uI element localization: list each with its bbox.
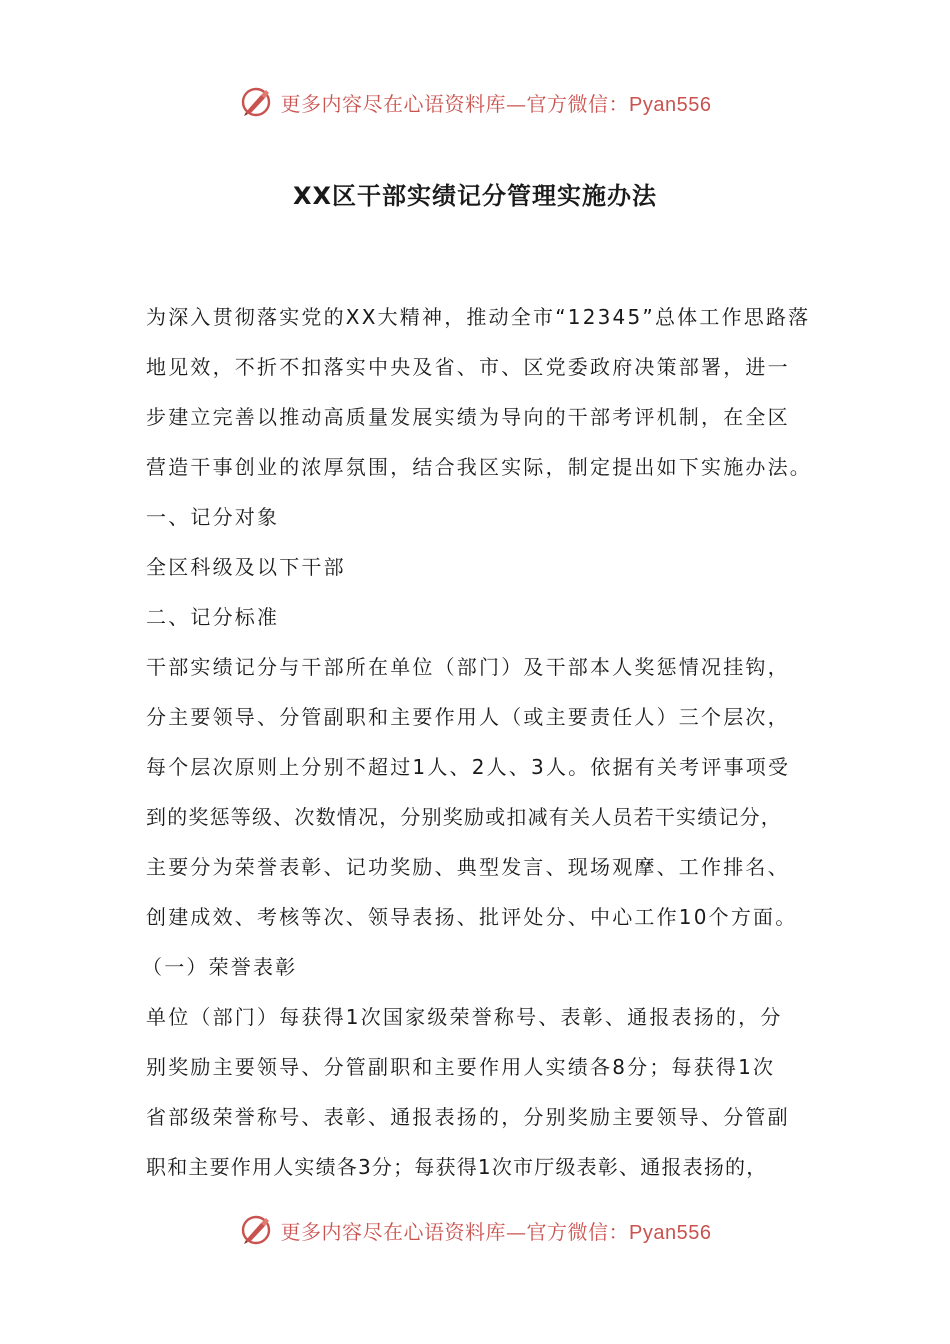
body-line: 步建立完善以推动高质量发展实绩为导向的干部考评机制，在全区 <box>146 405 790 429</box>
watermark-wechat-id: Pyan556 <box>629 93 712 116</box>
body-line: 职和主要作用人实绩各3分；每获得1次市厅级表彰、通报表扬的， <box>146 1155 768 1179</box>
body-line: 每个层次原则上分别不超过1人、2人、3人。依据有关考评事项受 <box>146 755 791 779</box>
watermark-text: 更多内容尽在心语资料库—官方微信：Pyan556 <box>280 91 712 116</box>
pen-logo-icon <box>239 85 273 119</box>
body-line: 单位（部门）每获得1次国家级荣誉称号、表彰、通报表扬的，分 <box>146 1005 783 1029</box>
section-heading: 一、记分对象 <box>146 505 280 529</box>
subsection-heading: （一）荣誉表彰 <box>142 955 298 979</box>
body-line: 主要分为荣誉表彰、记功奖励、典型发言、现场观摩、工作排名、 <box>146 855 790 879</box>
body-line: 干部实绩记分与干部所在单位（部门）及干部本人奖惩情况挂钩， <box>146 655 790 679</box>
body-line: 全区科级及以下干部 <box>146 555 346 579</box>
section-heading: 二、记分标准 <box>146 605 280 629</box>
watermark-footer <box>0 1210 950 1250</box>
body-line: 为深入贯彻落实党的XX大精神，推动全市“12345”总体工作思路落 <box>146 305 811 329</box>
watermark-text: 更多内容尽在心语资料库—官方微信：Pyan556 <box>280 1219 712 1244</box>
pen-logo-icon <box>239 1213 273 1247</box>
body-line: 省部级荣誉称号、表彰、通报表扬的，分别奖励主要领导、分管副 <box>146 1105 790 1129</box>
body-line: 创建成效、考核等次、领导表扬、批评处分、中心工作10个方面。 <box>146 905 798 929</box>
document-body <box>142 296 826 1196</box>
body-line: 到的奖惩等级、次数情况，分别奖励或扣减有关人员若干实绩记分， <box>146 805 782 829</box>
watermark-wechat-id: Pyan556 <box>629 1221 712 1244</box>
body-line: 别奖励主要领导、分管副职和主要作用人实绩各8分；每获得1次 <box>146 1055 776 1079</box>
watermark-header <box>0 82 950 122</box>
document-title: XX区干部实绩记分管理实施办法 <box>292 182 657 210</box>
body-line: 营造干事创业的浓厚氛围，结合我区实际，制定提出如下实施办法。 <box>146 455 812 479</box>
body-line: 分主要领导、分管副职和主要作用人（或主要责任人）三个层次， <box>146 705 790 729</box>
body-line: 地见效，不折不扣落实中央及省、市、区党委政府决策部署，进一 <box>146 355 790 379</box>
